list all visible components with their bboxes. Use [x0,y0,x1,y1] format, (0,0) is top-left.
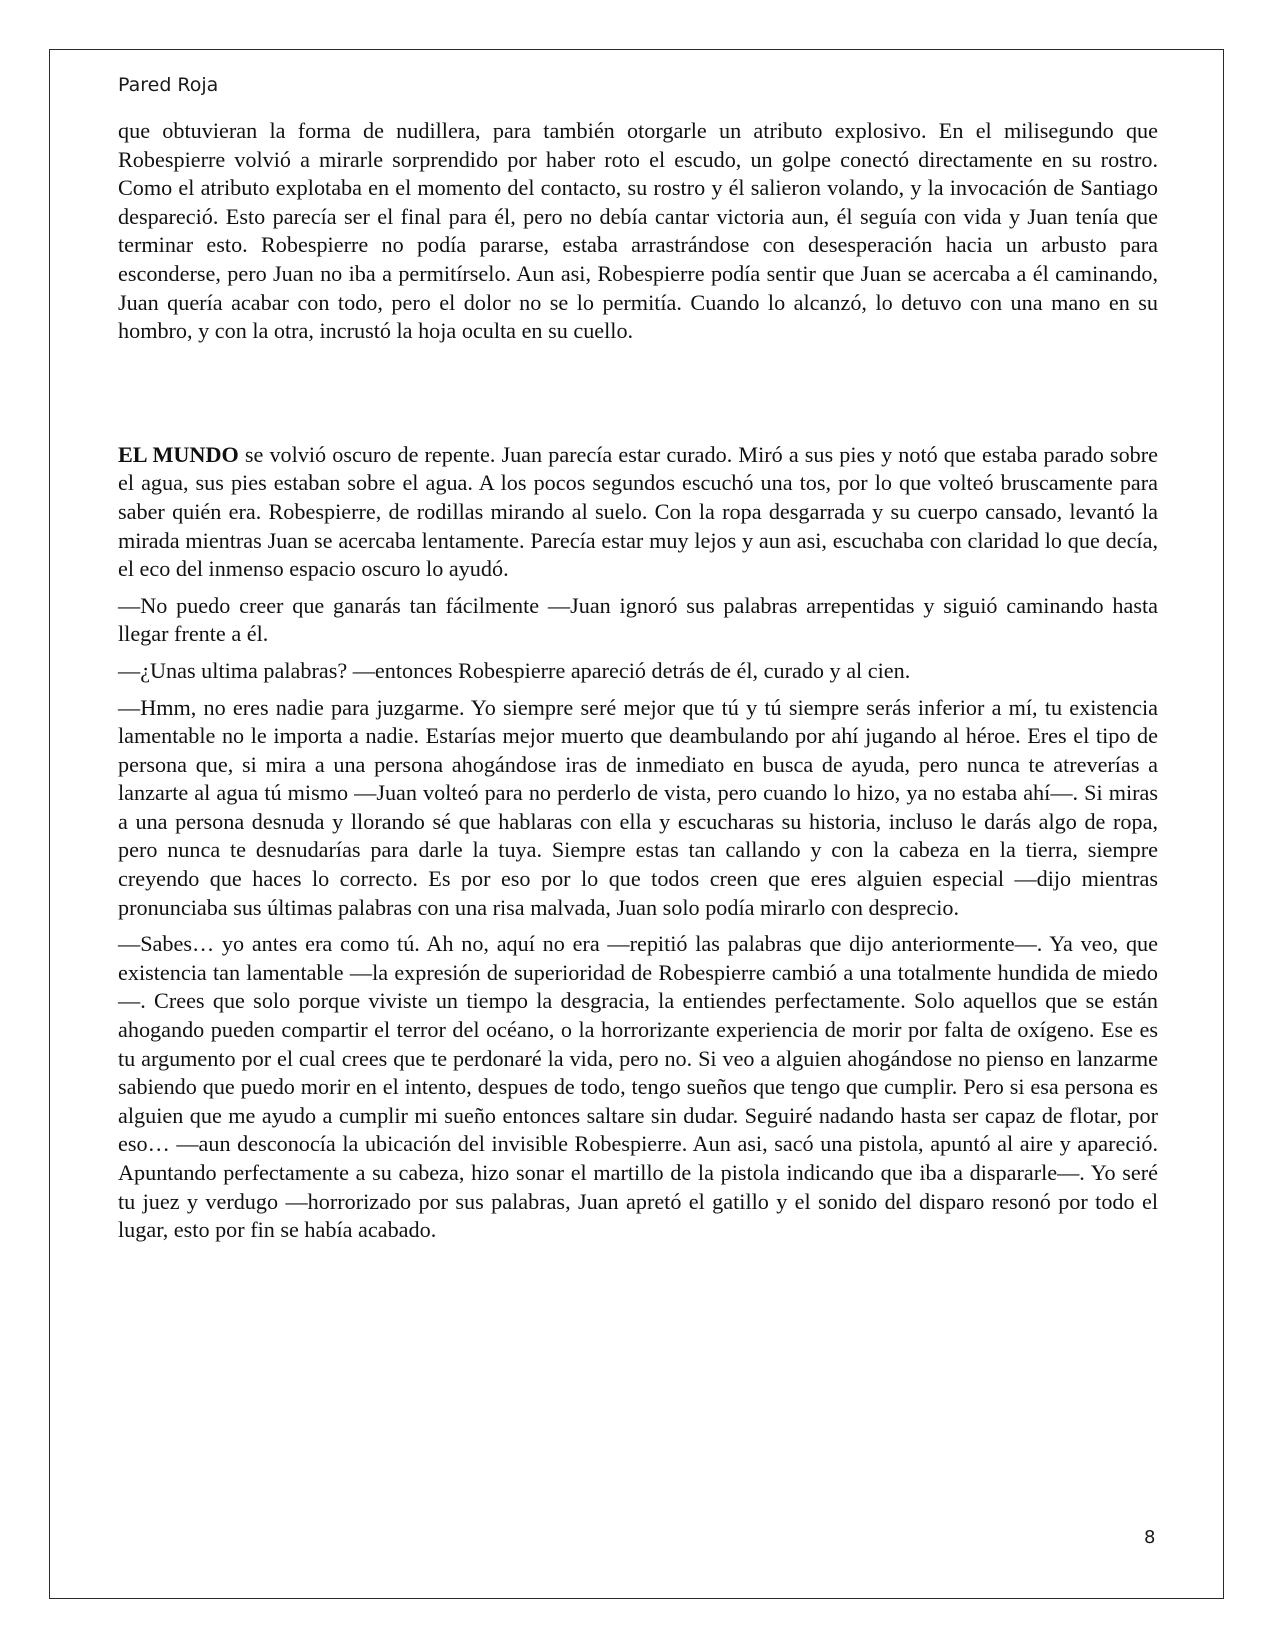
paragraph: —Hmm, no eres nadie para juzgarme. Yo siempre seré mejor que tú y tú siempre serás inferior a mí, tu existencia lamentable no le importa a nadie. Estarías mejor muerto que deambulando por ahí jugando al héroe. Eres el tipo de persona que, si mira a una persona ahogándose iras de inmediato en busca de ayuda, pero nunca te atreverías a lanzarte al agua tú mismo —Juan volteó para no perderlo de vista, pero cuando lo hizo, ya no estaba ahí—. Si miras a una persona desnuda y llorando sé que hablaras con ella y escucharas su historia, incluso le darás algo de ropa, pero nunca te desnudarías para darle la tuya. Siempre estas tan callando y con la cabeza en la tierra, siempre creyendo que haces lo correcto. Es por eso por lo que todos creen que eres alguien especial —dijo mientras pronunciaba sus últimas palabras con una risa malvada, Juan solo podía mirarlo con desprecio. [118,694,1158,920]
paragraph-text: se volvió oscuro de repente. Juan parecía estar curado. Miró a sus pies y notó que estaba parado sobre el agua, sus pies estaban sobre el agua. A los pocos segundos escuchó una tos, por lo que volteó bruscamente para saber quién era. Robespierre, de rodillas mirando al suelo. Con la ropa desgarrada y su cuerpo cansado, levantó la mirada mientras Juan se acercaba lentamente. Parecía estar muy lejos y aun asi, escuchaba con claridad lo que decía, el eco del inmenso espacio oscuro lo ayudó. [118,441,1158,582]
section-break [118,346,1158,441]
paragraph: —No puedo creer que ganarás tan fácilmente —Juan ignoró sus palabras arrepentidas y siguió caminando hasta llegar frente a él. [118,592,1158,647]
page-body [118,117,1158,1253]
paragraph [118,441,1158,584]
section-lead: EL MUNDO [118,441,239,467]
page-number: 8 [1144,1527,1156,1548]
paragraph: —Sabes… yo antes era como tú. Ah no, aquí no era —repitió las palabras que dijo anteriormente—. Ya veo, que existencia tan lamentable —la expresión de superioridad de Robespierre cambió a una totalmente hundida de miedo—. Crees que solo porque viviste un tiempo la desgracia, la entiendes perfectamente. Solo aquellos que se están ahogando pueden compartir el terror del océano, o la horrorizante experiencia de morir por falta de oxígeno. Ese es tu argumento por el cual crees que te perdonaré la vida, pero no. Si veo a alguien ahogándose no pienso en lanzarme sabiendo que puedo morir en el intento, despues de todo, tengo sueños que tengo que cumplir. Pero si esa persona es alguien que me ayudo a cumplir mi sueño entonces saltare sin dudar. Seguiré nadando hasta ser capaz de flotar, por eso… —aun desconocía la ubicación del invisible Robespierre. Aun asi, sacó una pistola, apuntó al aire y apareció. Apuntando perfectamente a su cabeza, hizo sonar el martillo de la pistola indicando que iba a dispararle—. Yo seré tu juez y verdugo —horrorizado por sus palabras, Juan apretó el gatillo y el sonido del disparo resonó por todo el lugar, esto por fin se había acabado. [118,931,1158,1243]
paragraph: —¿Unas ultima palabras? —entonces Robespierre apareció detrás de él, curado y al cien. [118,657,911,683]
paragraph: que obtuvieran la forma de nudillera, para también otorgarle un atributo explosivo. En el milisegundo que Robespierre volvió a mirarle sorprendido por haber roto el escudo, un golpe conectó directamente en su rostro. Como el atributo explotaba en el momento del contacto, su rostro y él salieron volando, y la invocación de Santiago despareció. Esto parecía ser el final para él, pero no debía cantar victoria aun, él seguía con vida y Juan tenía que terminar esto. Robespierre no podía pararse, estaba arrastrándose con desesperación hacia un arbusto para esconderse, pero Juan no iba a permitírselo. Aun asi, Robespierre podía sentir que Juan se acercaba a él caminando, Juan quería acabar con todo, pero el dolor no se lo permitía. Cuando lo alcanzó, lo detuvo con una mano en su hombro, y con la otra, incrustó la hoja oculta en su cuello. [118,118,1158,344]
running-header: Pared Roja [118,74,219,96]
